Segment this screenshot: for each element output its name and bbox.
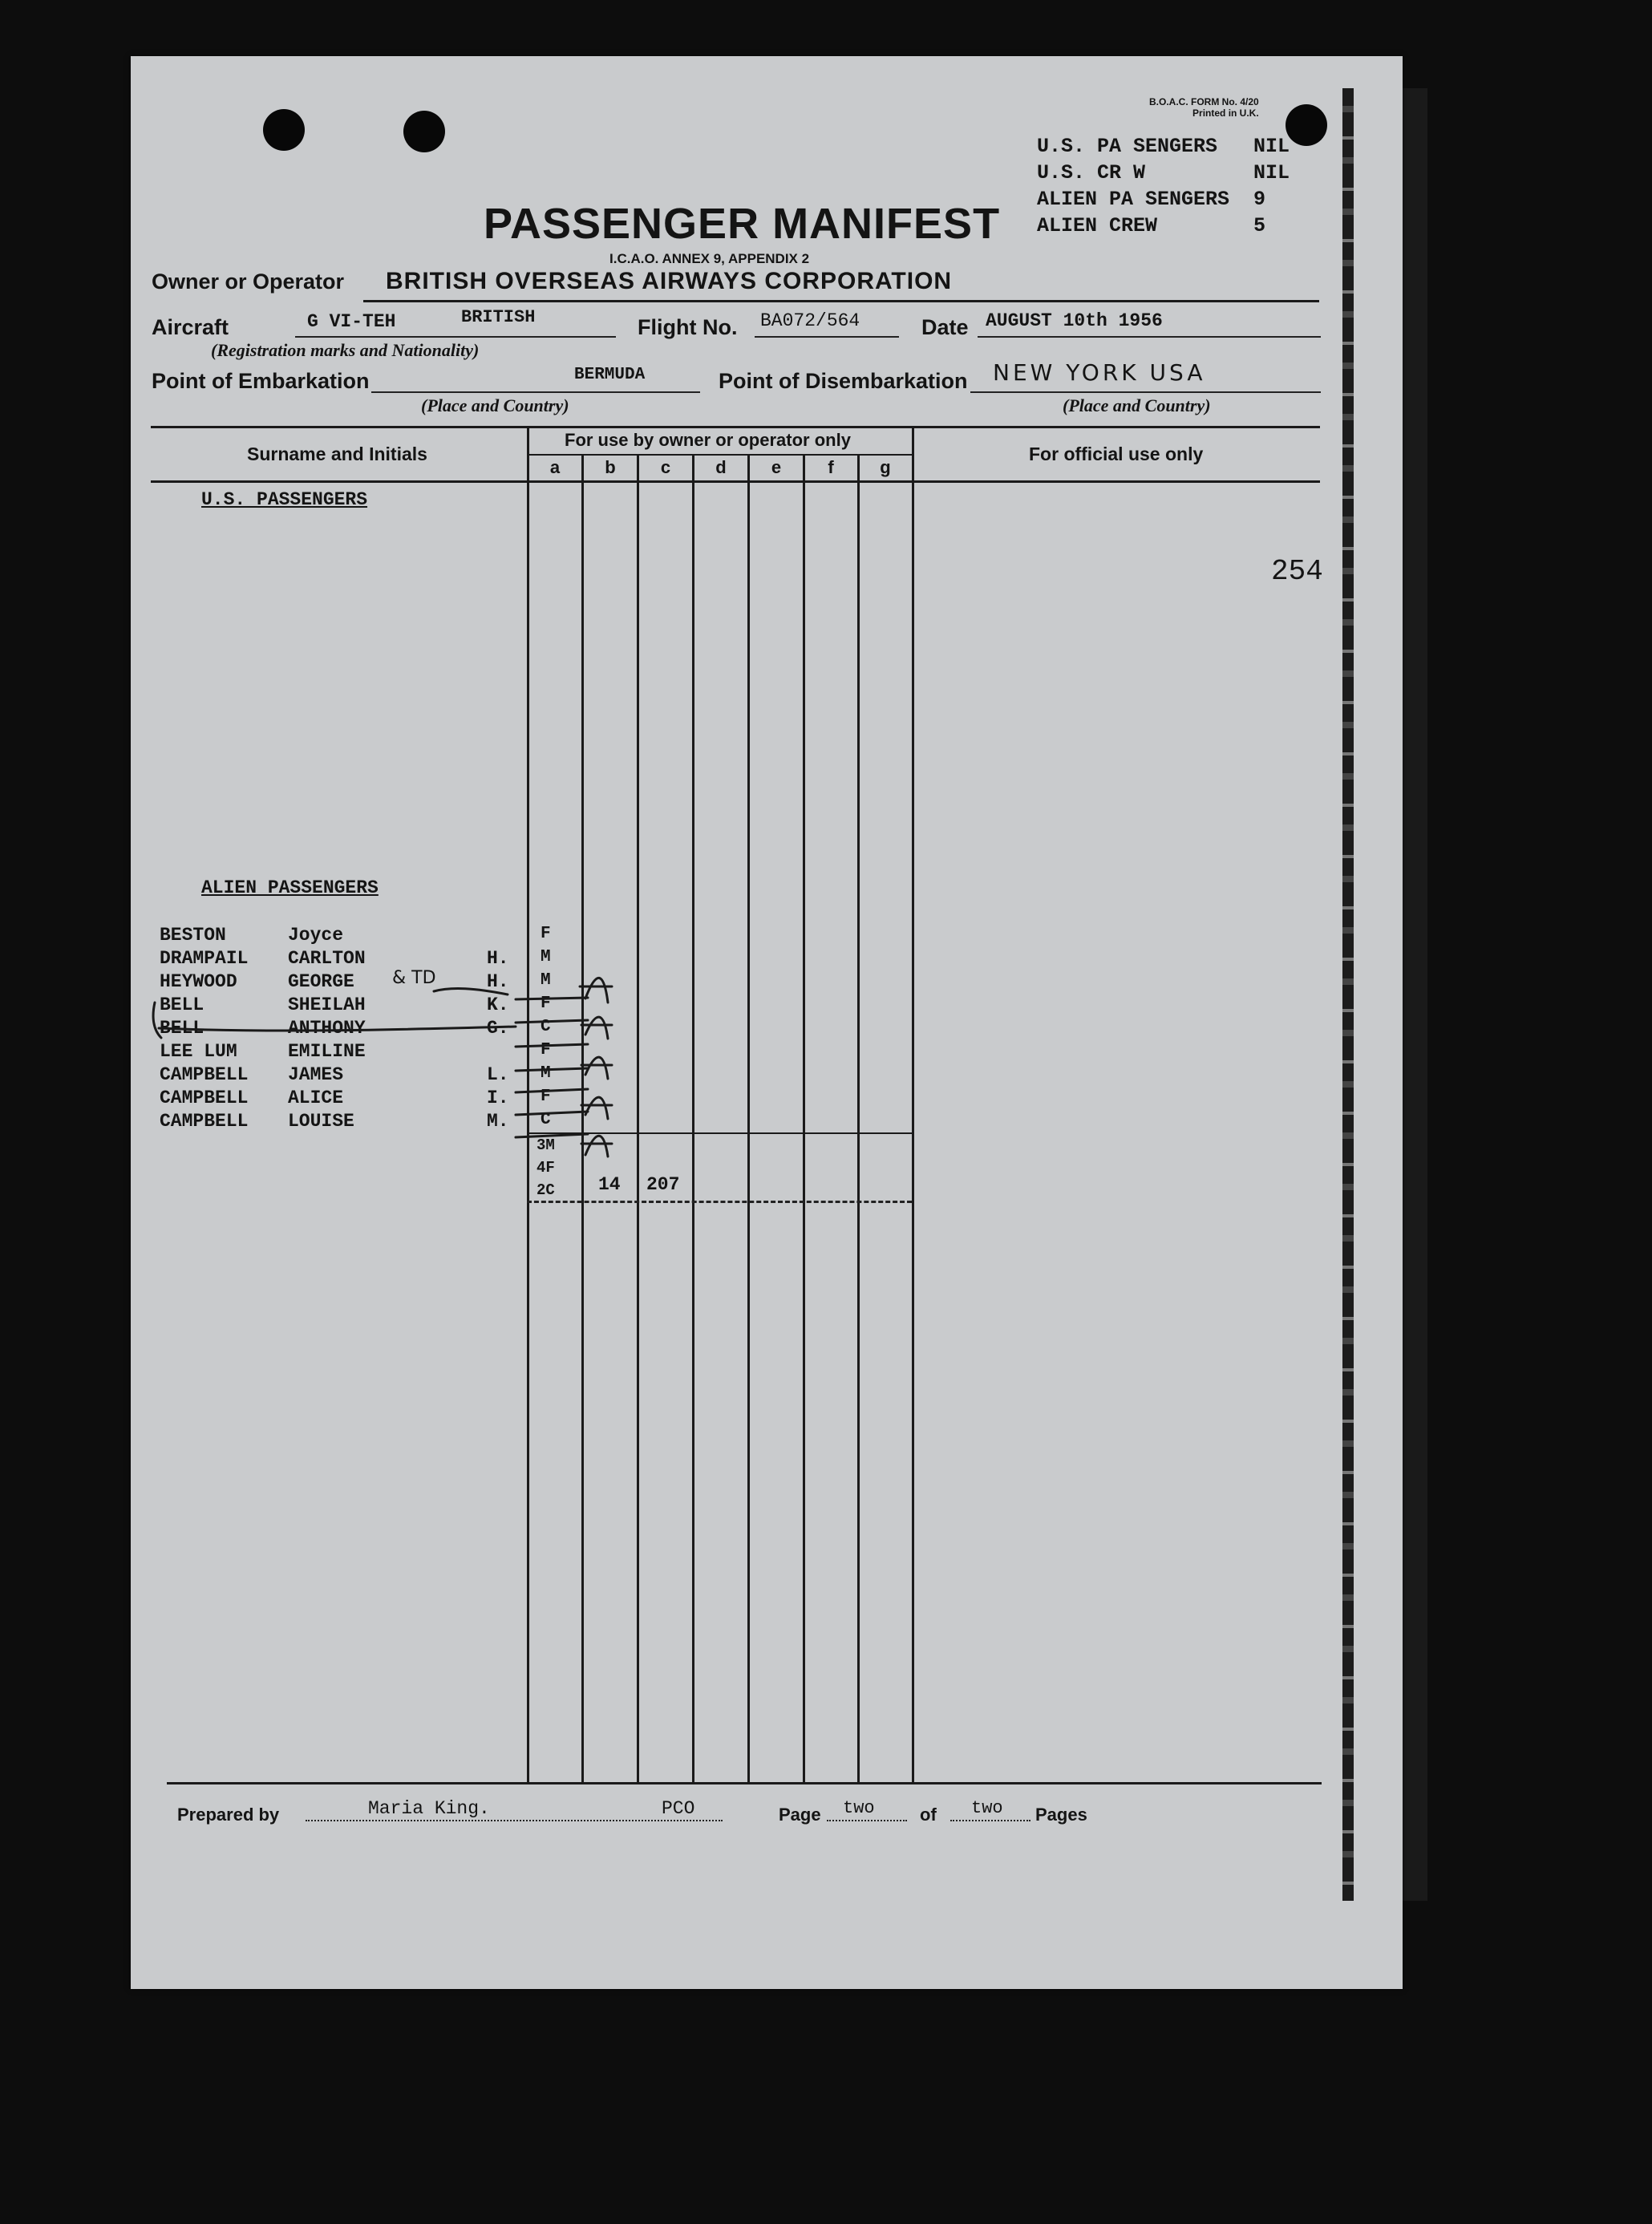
table-top-rule <box>151 426 1320 428</box>
form-ref <box>1149 96 1259 119</box>
passenger-initial: G. <box>487 1018 509 1039</box>
totals-col-a <box>536 1134 555 1201</box>
counts-block <box>1037 133 1290 239</box>
owner-label: Owner or Operator <box>152 269 345 294</box>
alien-passengers-heading: ALIEN PASSENGERS <box>201 877 379 898</box>
form-ref-line-1: B.O.A.C. FORM No. 4/20 <box>1149 96 1259 107</box>
passenger-surname: LEE LUM <box>160 1041 237 1062</box>
pen-stroke <box>516 1089 588 1092</box>
pen-stroke <box>516 998 588 999</box>
passenger-surname: BESTON <box>160 925 226 946</box>
passenger-code: M <box>541 1064 551 1083</box>
manifest-sheet <box>131 56 1403 1989</box>
pen-stroke <box>159 1027 516 1031</box>
date-rule <box>978 336 1321 338</box>
header-col-d: d <box>715 457 727 477</box>
passenger-given: JAMES <box>288 1064 344 1085</box>
passenger-code: F <box>541 995 551 1013</box>
pen-stroke <box>516 1044 588 1047</box>
table-bottom-rule <box>167 1782 1322 1784</box>
aircraft-label: Aircraft <box>152 315 229 339</box>
count-row <box>1037 160 1290 186</box>
count-value: 9 <box>1253 188 1266 211</box>
passenger-surname: BELL <box>160 1018 204 1039</box>
passenger-code: M <box>541 971 551 990</box>
punch-hole-1 <box>263 109 305 151</box>
passenger-code: M <box>541 948 551 966</box>
passenger-surname: HEYWOOD <box>160 971 237 992</box>
passenger-given: Joyce <box>288 925 344 946</box>
operator-subheader-rule <box>527 454 912 456</box>
pen-stroke <box>516 1068 588 1071</box>
passenger-given: GEORGE <box>288 971 354 992</box>
prepared-by-role: PCO <box>662 1798 695 1819</box>
total-male: 3M <box>536 1136 555 1154</box>
total-female: 4F <box>536 1159 555 1177</box>
header-col-f: f <box>828 457 834 477</box>
page-label: Page <box>779 1805 821 1825</box>
passenger-surname: CAMPBELL <box>160 1088 249 1108</box>
table-col-divider <box>692 454 694 1782</box>
header-col-e: e <box>771 457 782 477</box>
passenger-note: & TD <box>392 968 436 988</box>
passenger-initial: I. <box>487 1088 509 1108</box>
embarkation-label: Point of Embarkation <box>152 369 370 393</box>
header-official: For official use only <box>1029 444 1204 464</box>
passenger-surname: CAMPBELL <box>160 1064 249 1085</box>
date-label: Date <box>921 315 969 339</box>
pen-stroke <box>581 1136 612 1157</box>
embarkation-value: BERMUDA <box>574 366 646 384</box>
total-children: 2C <box>536 1181 555 1199</box>
prepared-by-name: Maria King. <box>368 1798 490 1819</box>
punch-hole-3 <box>1286 104 1327 146</box>
count-label: ALIEN CREW <box>1037 214 1158 237</box>
page-total: two <box>971 1798 1003 1818</box>
pen-stroke <box>516 1020 588 1023</box>
passenger-given: LOUISE <box>288 1111 354 1132</box>
pen-stroke <box>581 1097 612 1119</box>
table-col-divider <box>857 454 860 1782</box>
date-value: AUGUST 10th 1956 <box>986 310 1163 331</box>
disembarkation-value: NEW YORK USA <box>993 359 1206 386</box>
table-col-divider <box>803 454 805 1782</box>
pen-stroke <box>516 1112 588 1115</box>
count-row <box>1037 133 1290 160</box>
owner-value: BRITISH OVERSEAS AIRWAYS CORPORATION <box>386 268 953 294</box>
us-passengers-heading: U.S. PASSENGERS <box>201 489 368 510</box>
total-col-b: 14 <box>598 1174 621 1195</box>
count-value: NIL <box>1253 161 1290 184</box>
table-col-divider <box>912 426 914 1782</box>
passenger-initial: H. <box>487 948 509 969</box>
pen-stroke <box>580 978 612 1003</box>
page-number-rule <box>827 1820 907 1821</box>
embarkation-caption: (Place and Country) <box>421 395 569 415</box>
passenger-code: F <box>541 1088 551 1106</box>
prepared-by-rule <box>306 1820 723 1821</box>
count-label: U.S. PA SENGERS <box>1037 135 1218 158</box>
header-operator: For use by owner or operator only <box>565 430 851 450</box>
flight-number: BA072/564 <box>760 310 860 331</box>
aircraft-rule <box>295 336 616 338</box>
flight-label: Flight No. <box>638 315 738 339</box>
of-label: of <box>920 1805 937 1825</box>
table-header-rule <box>151 480 1320 483</box>
passenger-code: C <box>541 1018 551 1036</box>
passenger-given: EMILINE <box>288 1041 366 1062</box>
header-col-g: g <box>880 457 891 477</box>
owner-rule <box>363 300 1319 302</box>
punch-hole-2 <box>403 111 445 152</box>
passenger-given: SHEILAH <box>288 995 366 1015</box>
page-title: PASSENGER MANIFEST <box>484 200 1001 248</box>
page-subtitle: I.C.A.O. ANNEX 9, APPENDIX 2 <box>609 251 810 266</box>
disembarkation-label: Point of Disembarkation <box>719 369 968 393</box>
passenger-given: CARLTON <box>288 948 366 969</box>
count-label: U.S. CR W <box>1037 161 1146 184</box>
scan-edge <box>1342 88 1354 1901</box>
passenger-initial: H. <box>487 971 509 992</box>
passenger-surname: CAMPBELL <box>160 1111 249 1132</box>
table-col-divider <box>747 454 750 1782</box>
total-col-c: 207 <box>646 1174 680 1195</box>
header-col-c: c <box>660 457 671 477</box>
count-row <box>1037 186 1290 213</box>
passenger-surname: BELL <box>160 995 204 1015</box>
pages-label: Pages <box>1035 1805 1087 1825</box>
count-value: 5 <box>1253 214 1266 237</box>
passenger-initial: L. <box>487 1064 509 1085</box>
aircraft-caption: (Registration marks and Nationality) <box>211 340 480 360</box>
disembarkation-rule <box>970 391 1321 393</box>
passenger-given: ANTHONY <box>288 1018 366 1039</box>
passenger-initial: M. <box>487 1111 509 1132</box>
flight-rule <box>755 336 899 338</box>
passenger-initial: K. <box>487 995 509 1015</box>
header-surname: Surname and Initials <box>247 444 427 464</box>
aircraft-registration: G VI-TEH <box>307 311 396 332</box>
prepared-by-label: Prepared by <box>177 1805 280 1825</box>
totals-dashed-rule <box>527 1201 912 1203</box>
passenger-code: F <box>541 1041 551 1059</box>
page-total-rule <box>950 1820 1030 1821</box>
pen-stroke <box>434 989 508 995</box>
passenger-code: F <box>541 925 551 943</box>
passenger-surname: DRAMPAIL <box>160 948 249 969</box>
header-col-a: a <box>549 457 561 477</box>
count-label: ALIEN PA SENGERS <box>1037 188 1230 211</box>
disembarkation-caption: (Place and Country) <box>1063 395 1211 415</box>
page-stamp: 254 <box>1271 555 1323 588</box>
count-row <box>1037 213 1290 239</box>
passenger-given: ALICE <box>288 1088 344 1108</box>
passenger-code: C <box>541 1111 551 1129</box>
page-number: two <box>843 1798 875 1818</box>
pen-stroke <box>153 1003 161 1038</box>
aircraft-nationality: BRITISH <box>461 307 536 327</box>
header-col-b: b <box>605 457 616 477</box>
count-value: NIL <box>1253 135 1290 158</box>
embarkation-rule <box>371 391 700 393</box>
totals-rule <box>527 1132 912 1134</box>
form-ref-line-2: Printed in U.K. <box>1192 107 1259 119</box>
